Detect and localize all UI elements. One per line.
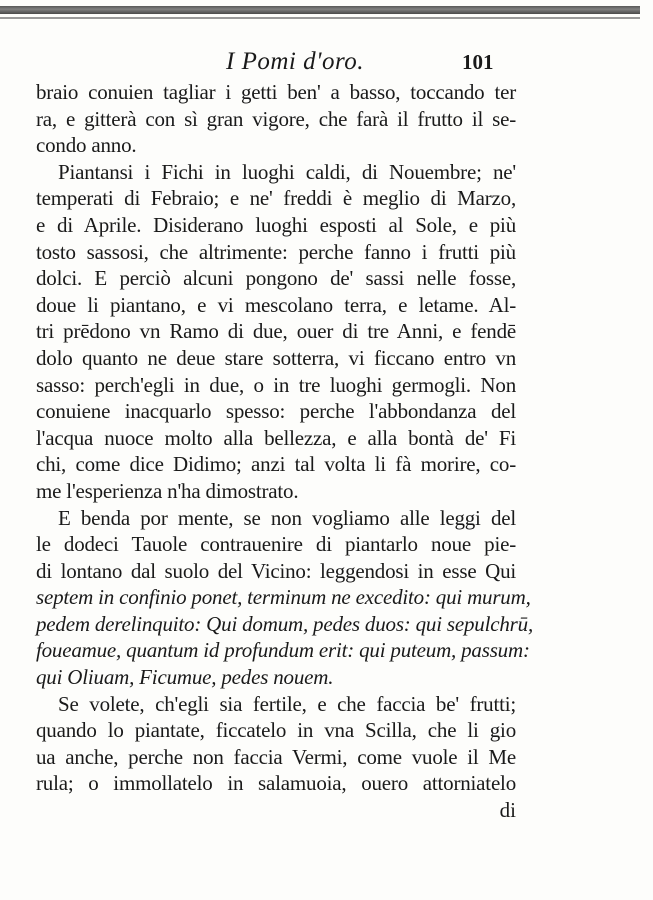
top-border-rule — [0, 6, 640, 14]
text-line: Se volete, ch'egli sia fertile, e che faccia be' frutti; — [58, 691, 516, 716]
text-line: Piantansi i Fichi in luoghi caldi, di Nouembre; ne' — [58, 159, 516, 184]
latin-quote-line: septem in confinio ponet, terminum ne excedito: qui murum, — [36, 585, 531, 610]
text-line: ua anche, perche non faccia Vermi, come vuole il Me — [36, 744, 516, 769]
text-line: condo anno. — [36, 133, 137, 158]
text-line: sasso: perch'egli in due, o in tre luoghi germogli. Non — [36, 372, 516, 397]
text-line: di lontano dal suolo del Vicino: leggendosi in esse Qui — [36, 558, 516, 583]
text-line: l'acqua nuoce molto alla bellezza, e alla bontà de' Fi — [36, 425, 516, 450]
page-number: 101 — [462, 50, 494, 74]
latin-quote-line: foueamue, quantum id profundum erit: qui puteum, passum: — [36, 638, 530, 663]
text-line: chi, come dice Didimo; anzi tal volta li fà morire, co- — [36, 452, 516, 477]
text-line: temperati di Febraio; e ne' freddi è meglio di Marzo, — [36, 186, 516, 211]
latin-quote-line: qui Oliuam, Ficumue, pedes nouem. — [36, 665, 334, 690]
text-line: doue li piantano, e vi mescolano terra, e letame. Al- — [36, 292, 516, 317]
text-line: me l'esperienza n'ha dimostrato. — [36, 478, 299, 503]
catchword: di — [499, 798, 516, 823]
text-line: tri prēdono vn Ramo di due, ouer di tre Anni, e fendē — [36, 319, 516, 344]
top-border-thin-rule — [0, 17, 640, 19]
text-line: dolci. E perciò alcuni pongono de' sassi nelle fosse, — [36, 266, 516, 291]
text-line: dolo quanto ne deue stare sotterra, vi ficcano entro vn — [36, 345, 516, 370]
body-text — [36, 79, 533, 824]
text-line: E benda por mente, se non vogliamo alle leggi del — [58, 505, 516, 530]
text-line: ra, e gitterà con sì gran vigore, che farà il frutto il se- — [36, 106, 516, 131]
running-title: I Pomi d'oro. — [226, 48, 364, 75]
text-line: e di Aprile. Disiderano luoghi esposti al Sole, e più — [36, 212, 516, 237]
text-line: quando lo piantate, ficcatelo in vna Scilla, che li gio — [36, 718, 516, 743]
text-line: conuiene inacquarlo spesso: perche l'abbondanza del — [36, 399, 516, 424]
text-line: braio conuien tagliar i getti ben' a basso, toccando ter — [36, 80, 516, 104]
latin-quote-line: pedem derelinquito: Qui domum, pedes duos: qui sepulchrū, — [36, 611, 533, 636]
text-line: tosto sassosi, che altrimente: perche fanno i frutti più — [36, 239, 516, 264]
text-line: rula; o immollatelo in salamuoia, ouero attorniatelo — [36, 771, 516, 796]
text-line: le dodeci Tauole contrauenire di piantarlo noue pie- — [36, 532, 516, 557]
